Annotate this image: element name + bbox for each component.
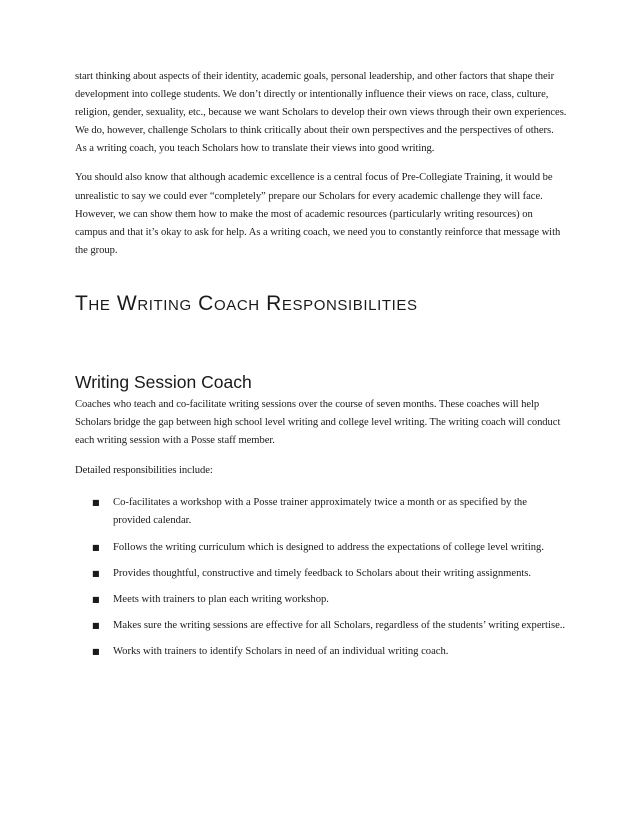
bullet-square-icon: ■ <box>92 620 100 630</box>
subsection-heading: Writing Session Coach <box>75 371 252 392</box>
intro-paragraph-1: start thinking about aspects of their identity, academic goals, personal leadership, and other factors that shape their development into college students. We don’t directly or intentionally influence their views on race, class, culture, religion, gender, sexuality, etc., because we want Scholars to develop their own views through their own experiences. We do, however, challenge Scholars to think critically about their own perspectives and the perspectives of others. As a writing coach, you teach Scholars how to translate their views into good writing. <box>75 71 567 155</box>
responsibilities-list <box>75 494 567 661</box>
list-item <box>75 591 567 609</box>
bullet-square-icon: ■ <box>92 646 100 656</box>
list-item <box>75 494 567 530</box>
bullet-square-icon: ■ <box>92 542 100 552</box>
document-page <box>75 68 567 669</box>
subsection-description: Coaches who teach and co-facilitate writing sessions over the course of seven months. These coaches will help Scholars bridge the gap between high school level writing and college level writing. The writing coach will conduct each writing session with a Posse staff member. <box>75 398 561 447</box>
list-item-text: Provides thoughtful, constructive and timely feedback to Scholars about their writing assignments. <box>113 567 532 579</box>
bullet-square-icon: ■ <box>92 568 100 578</box>
list-item <box>75 565 567 583</box>
section-heading: The Writing Coach Responsibilities <box>75 291 418 315</box>
bullet-square-icon: ■ <box>92 594 100 604</box>
list-item-text: Meets with trainers to plan each writing workshop. <box>113 593 329 605</box>
list-item-text: Co-facilitates a workshop with a Posse trainer approximately twice a month or as specified by the provided calendar. <box>113 497 527 527</box>
list-item-text: Follows the writing curriculum which is designed to address the expectations of college level writing. <box>113 541 545 553</box>
list-item <box>75 643 567 661</box>
responsibilities-lead: Detailed responsibilities include: <box>75 465 213 477</box>
bullet-square-icon: ■ <box>92 498 100 508</box>
list-item <box>75 617 567 635</box>
list-item-text: Makes sure the writing sessions are effective for all Scholars, regardless of the students’ writing expertise.. <box>113 619 566 631</box>
intro-paragraph-2: You should also know that although academic excellence is a central focus of Pre-Collegiate Training, it would be unrealistic to say we could ever “completely” prepare our Scholars for every academic challenge they will face. However, we can show them how to make the most of academic resources (particularly writing resources) on campus and that it’s okay to ask for help. As a writing coach, we need you to constantly reinforce that message with the group. <box>75 172 561 256</box>
list-item <box>75 539 567 557</box>
list-item-text: Works with trainers to identify Scholars in need of an individual writing coach. <box>113 645 449 657</box>
